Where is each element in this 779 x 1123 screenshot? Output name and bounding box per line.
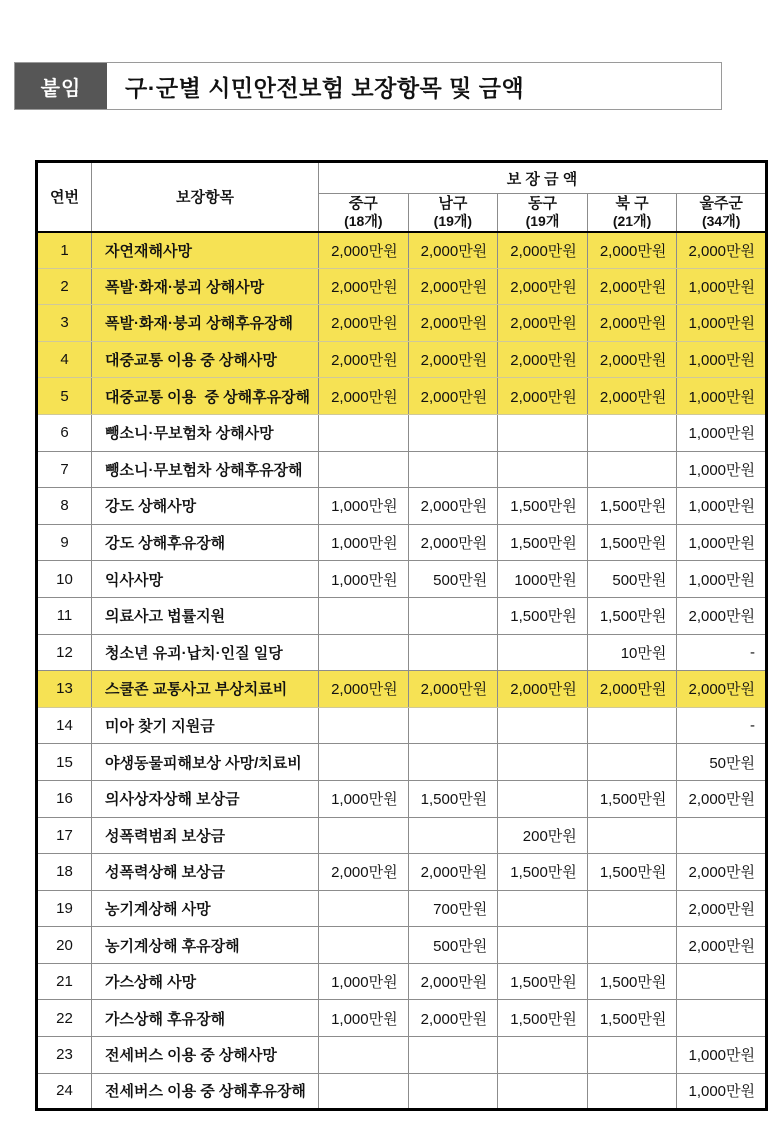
coverage-item-label: 미아 찾기 지원금 <box>92 707 319 744</box>
amount-cell <box>498 780 588 817</box>
amount-cell <box>408 597 498 634</box>
amount-cell: 2,000만원 <box>677 597 767 634</box>
amount-cell: 2,000만원 <box>677 890 767 927</box>
coverage-item-label: 의사상자상해 보상금 <box>92 780 319 817</box>
amount-cell: 1,500만원 <box>408 780 498 817</box>
amount-cell <box>498 1073 588 1110</box>
amount-cell <box>587 451 677 488</box>
row-number: 3 <box>37 305 92 342</box>
coverage-item-label: 농기계상해 사망 <box>92 890 319 927</box>
coverage-item-label: 전세버스 이용 중 상해후유장해 <box>92 1073 319 1110</box>
row-number: 2 <box>37 268 92 305</box>
amount-cell: 1,000만원 <box>319 524 409 561</box>
amount-cell: 1,000만원 <box>677 378 767 415</box>
amount-cell: 2,000만원 <box>498 268 588 305</box>
amount-cell: 2,000만원 <box>587 671 677 708</box>
amount-cell <box>498 707 588 744</box>
row-number: 7 <box>37 451 92 488</box>
table-row <box>37 963 767 1000</box>
amount-cell: 10만원 <box>587 634 677 671</box>
row-number: 16 <box>37 780 92 817</box>
coverage-item-label: 가스상해 후유장해 <box>92 1000 319 1037</box>
amount-cell: 2,000만원 <box>408 305 498 342</box>
title-bar <box>14 62 722 110</box>
table-row <box>37 378 767 415</box>
amount-cell: 1,500만원 <box>498 1000 588 1037</box>
row-number: 10 <box>37 561 92 598</box>
row-number: 21 <box>37 963 92 1000</box>
amount-cell: 1,000만원 <box>319 780 409 817</box>
amount-cell <box>408 451 498 488</box>
row-number: 18 <box>37 854 92 891</box>
amount-cell <box>319 597 409 634</box>
coverage-item-label: 익사사망 <box>92 561 319 598</box>
amount-cell: 1,500만원 <box>587 597 677 634</box>
amount-cell: 2,000만원 <box>408 1000 498 1037</box>
table-row <box>37 1000 767 1037</box>
table-row <box>37 890 767 927</box>
header-coverage-item: 보장항목 <box>92 162 319 232</box>
amount-cell <box>587 927 677 964</box>
amount-cell <box>587 414 677 451</box>
amount-cell: - <box>677 707 767 744</box>
amount-cell <box>498 451 588 488</box>
amount-cell: 500만원 <box>408 561 498 598</box>
coverage-table <box>35 160 768 1111</box>
coverage-item-label: 뺑소니·무보험차 상해후유장해 <box>92 451 319 488</box>
amount-cell <box>408 1037 498 1074</box>
amount-cell: 1,000만원 <box>677 341 767 378</box>
district-name: 울주군 <box>699 194 743 212</box>
amount-cell <box>319 744 409 781</box>
amount-cell <box>408 1073 498 1110</box>
table-row <box>37 1037 767 1074</box>
row-number: 13 <box>37 671 92 708</box>
amount-cell: 2,000만원 <box>677 780 767 817</box>
amount-cell: 2,000만원 <box>677 232 767 269</box>
amount-cell: 2,000만원 <box>319 854 409 891</box>
amount-cell: 2,000만원 <box>677 671 767 708</box>
amount-cell: 2,000만원 <box>319 378 409 415</box>
amount-cell: 2,000만원 <box>408 671 498 708</box>
coverage-item-label: 폭발·화재·붕괴 상해사망 <box>92 268 319 305</box>
row-number: 12 <box>37 634 92 671</box>
district-count: (18개) <box>344 212 383 229</box>
amount-cell: 200만원 <box>498 817 588 854</box>
amount-cell <box>587 1037 677 1074</box>
amount-cell: 2,000만원 <box>408 524 498 561</box>
table-row <box>37 707 767 744</box>
coverage-item-label: 스쿨존 교통사고 부상치료비 <box>92 671 319 708</box>
amount-cell: 1,500만원 <box>498 963 588 1000</box>
amount-cell: 1,000만원 <box>677 1073 767 1110</box>
row-number: 15 <box>37 744 92 781</box>
header-amount-group: 보 장 금 액 <box>319 162 767 194</box>
amount-cell <box>319 707 409 744</box>
amount-cell: 2,000만원 <box>587 378 677 415</box>
row-number: 9 <box>37 524 92 561</box>
coverage-item-label: 강도 상해후유장해 <box>92 524 319 561</box>
amount-cell <box>319 817 409 854</box>
amount-cell: 2,000만원 <box>408 854 498 891</box>
row-number: 1 <box>37 232 92 269</box>
amount-cell: 2,000만원 <box>587 341 677 378</box>
amount-cell: 500만원 <box>587 561 677 598</box>
amount-cell: 1,500만원 <box>498 854 588 891</box>
table-row <box>37 780 767 817</box>
amount-cell <box>498 634 588 671</box>
district-header <box>587 194 677 232</box>
amount-cell <box>408 817 498 854</box>
amount-cell <box>498 1037 588 1074</box>
table-row <box>37 524 767 561</box>
amount-cell: 1,000만원 <box>677 451 767 488</box>
table-row <box>37 341 767 378</box>
amount-cell: 1,000만원 <box>677 524 767 561</box>
amount-cell: 2,000만원 <box>408 488 498 525</box>
amount-cell <box>498 927 588 964</box>
amount-cell: 1,000만원 <box>677 488 767 525</box>
table-row <box>37 488 767 525</box>
amount-cell <box>677 963 767 1000</box>
row-number: 20 <box>37 927 92 964</box>
amount-cell <box>587 817 677 854</box>
amount-cell <box>319 634 409 671</box>
amount-cell: 2,000만원 <box>408 268 498 305</box>
amount-cell: 2,000만원 <box>498 305 588 342</box>
table-row <box>37 927 767 964</box>
header-row-number: 연번 <box>37 162 92 232</box>
amount-cell: 2,000만원 <box>498 671 588 708</box>
amount-cell <box>587 744 677 781</box>
coverage-item-label: 야생동물피해보상 사망/치료비 <box>92 744 319 781</box>
amount-cell: 1,000만원 <box>319 963 409 1000</box>
amount-cell <box>677 817 767 854</box>
coverage-item-label: 대중교통 이용 중 상해후유장해 <box>92 378 319 415</box>
attachment-badge: 붙임 <box>15 63 107 109</box>
table-row <box>37 414 767 451</box>
coverage-item-label: 청소년 유괴·납치·인질 일당 <box>92 634 319 671</box>
amount-cell <box>408 744 498 781</box>
table-row <box>37 671 767 708</box>
amount-cell: 1,500만원 <box>587 524 677 561</box>
amount-cell: 2,000만원 <box>677 927 767 964</box>
coverage-item-label: 가스상해 사망 <box>92 963 319 1000</box>
amount-cell: 1,500만원 <box>587 780 677 817</box>
amount-cell <box>587 1073 677 1110</box>
coverage-item-label: 성폭력범죄 보상금 <box>92 817 319 854</box>
amount-cell <box>587 707 677 744</box>
amount-cell <box>319 1073 409 1110</box>
amount-cell: 2,000만원 <box>498 378 588 415</box>
table-row <box>37 634 767 671</box>
amount-cell: 1,000만원 <box>677 561 767 598</box>
row-number: 17 <box>37 817 92 854</box>
amount-cell: 2,000만원 <box>498 341 588 378</box>
amount-cell: 1,500만원 <box>498 524 588 561</box>
amount-cell: 1,000만원 <box>677 414 767 451</box>
amount-cell <box>408 414 498 451</box>
coverage-item-label: 성폭력상해 보상금 <box>92 854 319 891</box>
amount-cell: 2,000만원 <box>498 232 588 269</box>
amount-cell: 1,500만원 <box>587 1000 677 1037</box>
amount-cell <box>498 414 588 451</box>
table-row <box>37 305 767 342</box>
table-row <box>37 597 767 634</box>
amount-cell: 1,500만원 <box>587 854 677 891</box>
coverage-item-label: 자연재해사망 <box>92 232 319 269</box>
amount-cell <box>408 634 498 671</box>
amount-cell: 2,000만원 <box>587 268 677 305</box>
amount-cell: 1,000만원 <box>319 1000 409 1037</box>
amount-cell: 50만원 <box>677 744 767 781</box>
district-header <box>498 194 588 232</box>
district-count: (19개) <box>433 212 473 229</box>
table-row <box>37 744 767 781</box>
district-count: (19개 <box>525 212 560 229</box>
district-name: 남구 <box>438 194 468 212</box>
row-number: 14 <box>37 707 92 744</box>
district-header <box>677 194 767 232</box>
table-row <box>37 451 767 488</box>
district-name: 동구 <box>527 194 557 212</box>
amount-cell <box>319 414 409 451</box>
amount-cell: 2,000만원 <box>408 378 498 415</box>
row-number: 6 <box>37 414 92 451</box>
coverage-item-label: 의료사고 법률지원 <box>92 597 319 634</box>
table-row <box>37 1073 767 1110</box>
coverage-item-label: 뺑소니·무보험차 상해사망 <box>92 414 319 451</box>
row-number: 5 <box>37 378 92 415</box>
amount-cell: 2,000만원 <box>319 268 409 305</box>
amount-cell: 1,500만원 <box>587 488 677 525</box>
coverage-item-label: 전세버스 이용 중 상해사망 <box>92 1037 319 1074</box>
amount-cell <box>498 890 588 927</box>
table-row <box>37 561 767 598</box>
amount-cell: 2,000만원 <box>319 341 409 378</box>
amount-cell <box>319 1037 409 1074</box>
amount-cell: 2,000만원 <box>587 305 677 342</box>
amount-cell: 1,000만원 <box>319 561 409 598</box>
amount-cell <box>677 1000 767 1037</box>
table-row <box>37 268 767 305</box>
amount-cell <box>319 890 409 927</box>
amount-cell: 2,000만원 <box>319 232 409 269</box>
amount-cell <box>498 744 588 781</box>
coverage-item-label: 폭발·화재·붕괴 상해후유장해 <box>92 305 319 342</box>
coverage-item-label: 대중교통 이용 중 상해사망 <box>92 341 319 378</box>
row-number: 22 <box>37 1000 92 1037</box>
district-count: (21개) <box>612 212 652 229</box>
page-title: 구·군별 시민안전보험 보장항목 및 금액 <box>125 74 525 101</box>
amount-cell <box>319 927 409 964</box>
amount-cell: 1,000만원 <box>319 488 409 525</box>
row-number: 19 <box>37 890 92 927</box>
amount-cell: 2,000만원 <box>408 963 498 1000</box>
table-row <box>37 232 767 269</box>
district-name: 중구 <box>348 194 378 212</box>
amount-cell: 1,500만원 <box>498 488 588 525</box>
district-name: 북 구 <box>615 194 649 212</box>
district-count: (34개) <box>701 212 741 229</box>
amount-cell: 700만원 <box>408 890 498 927</box>
amount-cell: 1,500만원 <box>498 597 588 634</box>
coverage-item-label: 농기계상해 후유장해 <box>92 927 319 964</box>
table-row <box>37 817 767 854</box>
amount-cell: 1,500만원 <box>587 963 677 1000</box>
amount-cell <box>587 890 677 927</box>
amount-cell: 1,000만원 <box>677 1037 767 1074</box>
district-header <box>319 194 409 232</box>
table-row <box>37 854 767 891</box>
amount-cell: 500만원 <box>408 927 498 964</box>
amount-cell: 2,000만원 <box>677 854 767 891</box>
amount-cell: 1,000만원 <box>677 268 767 305</box>
district-header <box>408 194 498 232</box>
amount-cell: 2,000만원 <box>408 341 498 378</box>
amount-cell: 2,000만원 <box>319 671 409 708</box>
amount-cell: 2,000만원 <box>408 232 498 269</box>
coverage-item-label: 강도 상해사망 <box>92 488 319 525</box>
row-number: 8 <box>37 488 92 525</box>
row-number: 4 <box>37 341 92 378</box>
row-number: 11 <box>37 597 92 634</box>
amount-cell: 1,000만원 <box>677 305 767 342</box>
row-number: 23 <box>37 1037 92 1074</box>
amount-cell: 1000만원 <box>498 561 588 598</box>
amount-cell: - <box>677 634 767 671</box>
amount-cell <box>319 451 409 488</box>
amount-cell <box>408 707 498 744</box>
amount-cell: 2,000만원 <box>319 305 409 342</box>
amount-cell: 2,000만원 <box>587 232 677 269</box>
row-number: 24 <box>37 1073 92 1110</box>
